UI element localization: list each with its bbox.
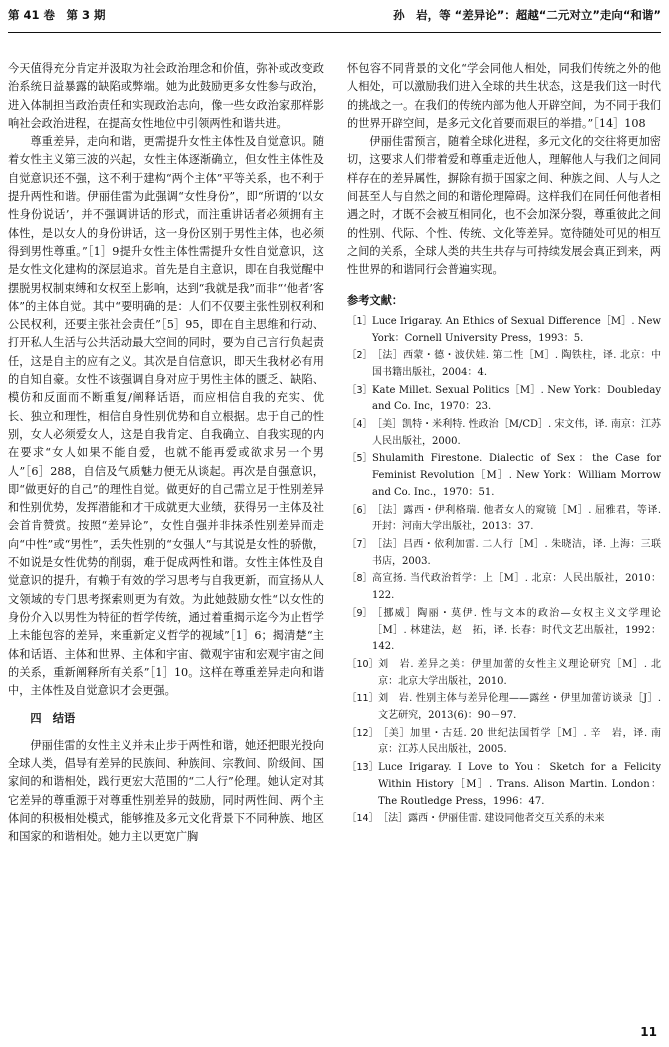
reference-text: ［法］露西・伊利格瑞. 他者女人的窥镜［M］. 屈雅君，等译. 开封：河南大学出版社，2013：37.: [372, 504, 661, 533]
reference-item: [347, 691, 661, 724]
reference-item: [347, 314, 661, 347]
reference-item: [347, 503, 661, 536]
reference-item: [347, 811, 661, 828]
reference-item: [347, 537, 661, 570]
header-divider: [8, 32, 661, 33]
left-column: [8, 60, 324, 846]
reference-text: Luce Irigaray. I Love to You：Sketch for a Felicity Within History［M］. Trans. Alison Martin. London：The Routledge Press，1996：47.: [378, 762, 661, 807]
reference-text: ［法］吕西・依利加雷. 二人行［M］. 朱晓洁，译. 上海：三联书店，2003.: [372, 539, 661, 567]
reference-item: [347, 606, 661, 656]
reference-number: ［12］: [347, 727, 379, 739]
body-paragraph: 今天值得充分肯定并汲取为社会政治理念和价值，弥补或改变政治系统日益暴露的缺陷或弊端。她为此鼓励更多女性参与政治，进入体制担当政治责任和实现政治志向，像一些女政治家那样影响社会政治进程，在提高女性地位中引领两性和谐共进。: [8, 62, 324, 130]
header-volume-issue: 第 41 卷 第 3 期: [8, 8, 106, 22]
reference-number: ［9］: [347, 607, 373, 619]
page-number: 11: [640, 1025, 657, 1039]
reference-item: [347, 657, 661, 690]
reference-text: Luce Irigaray. An Ethics of Sexual Difference［M］. New York：Cornell University Press，1993：5.: [372, 315, 661, 344]
reference-item: [347, 760, 661, 810]
running-header: [8, 0, 661, 30]
reference-text: 刘 岩. 差异之美：伊里加蕾的女性主义理论研究［M］. 北京：北京大学出版社，2010.: [378, 658, 661, 687]
header-article-title: 孙 岩，等 “差异论”：超越“二元对立”走向“和谐”: [393, 8, 661, 22]
reference-number: ［8］: [347, 573, 373, 585]
reference-text: Shulamith Firestone. Dialectic of Sex：the Case for Feminist Revolution［M］. New York：William Morrow and Co. Inc.，1970：51.: [372, 453, 661, 498]
references-heading: 参考文献：: [347, 293, 403, 307]
reference-text: 刘 岩. 性别主体与差异伦理——露丝・伊里加蕾访谈录［J］. 文艺研究，2013(6)：90－97.: [378, 693, 661, 722]
reference-item: [347, 417, 661, 450]
body-paragraph: 伊丽佳雷预言，随着全球化进程，多元文化的交往将更加密切，这要求人们带着爱和尊重走近他人，理解他人与我们之间同样存在的差异属性，摒除有损于国家之间、种族之间、人与人之间甚至人与自然之间的和谐伦理障碍。这样我们在同任何他者相遇之时，才既不会被互相同化，也不会加深分裂，尊重彼此之间的性别、代际、个性、传统、文化等差异。宽待随处可见的相互之间的关系，全球人类的共生共存与可持续发展会真正到来，两性世界的和谐同行会普遍实现。: [347, 135, 661, 277]
reference-number: ［1］: [347, 315, 373, 327]
reference-text: ［美］加里・古廷. 20 世纪法国哲学［M］. 辛 岩，译. 南京：江苏人民出版社，2005.: [378, 727, 661, 756]
reference-text: ［法］露西・伊丽佳雷. 建设同他者交互关系的未来: [378, 813, 605, 825]
reference-number: ［11］: [347, 693, 379, 705]
body-paragraph: 尊重差异，走向和谐，更需提升女性主体性及自觉意识。随着女性主义第三波的兴起，女性主体逐渐确立，但女性主体性及自觉意识还不强，这不利于建构“两个主体”平等关系，也不利于提升两性和谐。伊丽佳雷为此强调“女性身份”，即“所谓的‘以女性身份说话’，并不强调讲话的形式，而注重讲话者必须拥有主体性，是以女人的身份讲话，这一身份区别于男性主体，也必须得到男性尊重。”［1］9提升女性主体性需提升女性自觉意识，这是女性文化建构的深层追求。首先是自主意识，即在自我觉醒中摆脱男权制束缚和女权至上影响，达到“我就是我”而非“‘他者’客体”的主体自觉。其中“要明确的是：人们不仅要主张性别权利和公民权利，还要主张社会责任”［5］95，即在自主思维和行动、打开私人生活与公共活动最大空间的同时，要为自己言行负起责任，这是自主的应有之义。其次是自信意识，即天生我材必有用的自知自豪。女性不该强调自身对应于男性主体的匮乏、缺陷、模仿和反面而不断重复/阐释话语，而应相信自我的充实、优长、独立和理性，相信自身性别优势和自立根据。忠于自己的性别，女人必须爱女人，这是自我肯定、自我确立、自我实现的内在要求“女人如果不能自爱，也就不能再爱或欲求另一个男人”［6］288，自信及气质魅力便无从谈起。再次是自强意识，即“做更好的自己”的理性自觉。做更好的自己需立足于性别差异和性别优势，发挥潜能和才干成就更大业绩，获得另一主体及社会首肯赞赏。按照“差异论”，女性自强并非抹杀性别差异而走向“中性”或“男性”，丢失性别的“女强人”与其说是女性的骄傲，不如说是女性优势的削弱，难于促成两性和谐。女性主体性及自觉意识的提升，有赖于有效的学习思考与自我更新，而宣扬从人文领域的专门思考探索则更为有效。为此她鼓励女性“以女性的身份介入以男性为特征的哲学传统，通过着重揭示迄今为止哲学上未能包容的差异，来重新定义哲学的视域”［1］6；揭清楚“主体和话语、主体和世界、主体和宇宙、微观宇宙和宏观宇宙之间的关系，重新阐释所有关系”［1］10。这样在尊重差异走向和谐中，主体性及自觉意识才会更强。: [8, 135, 324, 698]
conclusion-paragraph: 伊丽佳雷的女性主义并未止步于两性和谐，她还把眼光投向全球人类，倡导有差异的民族间、种族间、宗教间、阶级间、国家间的和谐相处，践行更宏大范围的“二人行”伦理。她认定对其它差异的尊重源于对尊重性别差异的鼓励，同时两性间、两个主体间的积极相处模式，能够推及多元文化背景下不同种族、地区和国家的和谐相处。她力主以更宽广胸: [8, 738, 324, 844]
reference-number: ［4］: [347, 419, 373, 431]
reference-item: [347, 571, 661, 604]
reference-number: ［7］: [347, 539, 373, 550]
reference-item: [347, 383, 661, 416]
reference-item: [347, 726, 661, 759]
reference-text: ［挪威］陶丽・莫伊. 性与文本的政治—女权主义文学理论［M］. 林建法，赵 拓，译. 长春：时代文艺出版社，1992：142.: [372, 607, 661, 653]
section-heading-conclusion: 四 结语: [30, 712, 76, 726]
reference-text: ［法］西蒙・德・波伏娃. 第二性［M］. 陶铁柱，译. 北京：中国书籍出版社，2004：4.: [372, 350, 661, 378]
reference-item: [347, 451, 661, 501]
reference-text: 高宣扬. 当代政治哲学：上［M］. 北京：人民出版社，2010：122.: [372, 573, 661, 602]
reference-number: ［6］: [347, 504, 373, 516]
reference-list: [347, 314, 661, 828]
reference-number: ［3］: [347, 384, 373, 396]
reference-text: ［美］凯特・米利特. 性政治［M/CD］. 宋文伟，译. 南京：江苏人民出版社，2000.: [372, 419, 661, 447]
body-paragraph: 怀包容不同背景的文化“学会同他人相处，同我们传统之外的他人相处，可以激励我们进入全球的共生状态，这是我们这一时代的挑战之一。在我们的传统内部为他人开辟空间，为不同于我们的世界开辟空间，是多元文化首要而艰巨的举措。”［14］108: [347, 62, 661, 130]
reference-number: ［10］: [347, 658, 379, 670]
right-column: [347, 60, 661, 829]
reference-item: [347, 348, 661, 381]
reference-number: ［13］: [347, 762, 379, 774]
reference-text: Kate Millet. Sexual Politics［M］. New York：Doubleday and Co. Inc，1970：23.: [372, 384, 661, 413]
reference-number: ［14］: [347, 813, 379, 825]
reference-number: ［2］: [347, 350, 373, 362]
reference-number: ［5］: [347, 453, 373, 465]
